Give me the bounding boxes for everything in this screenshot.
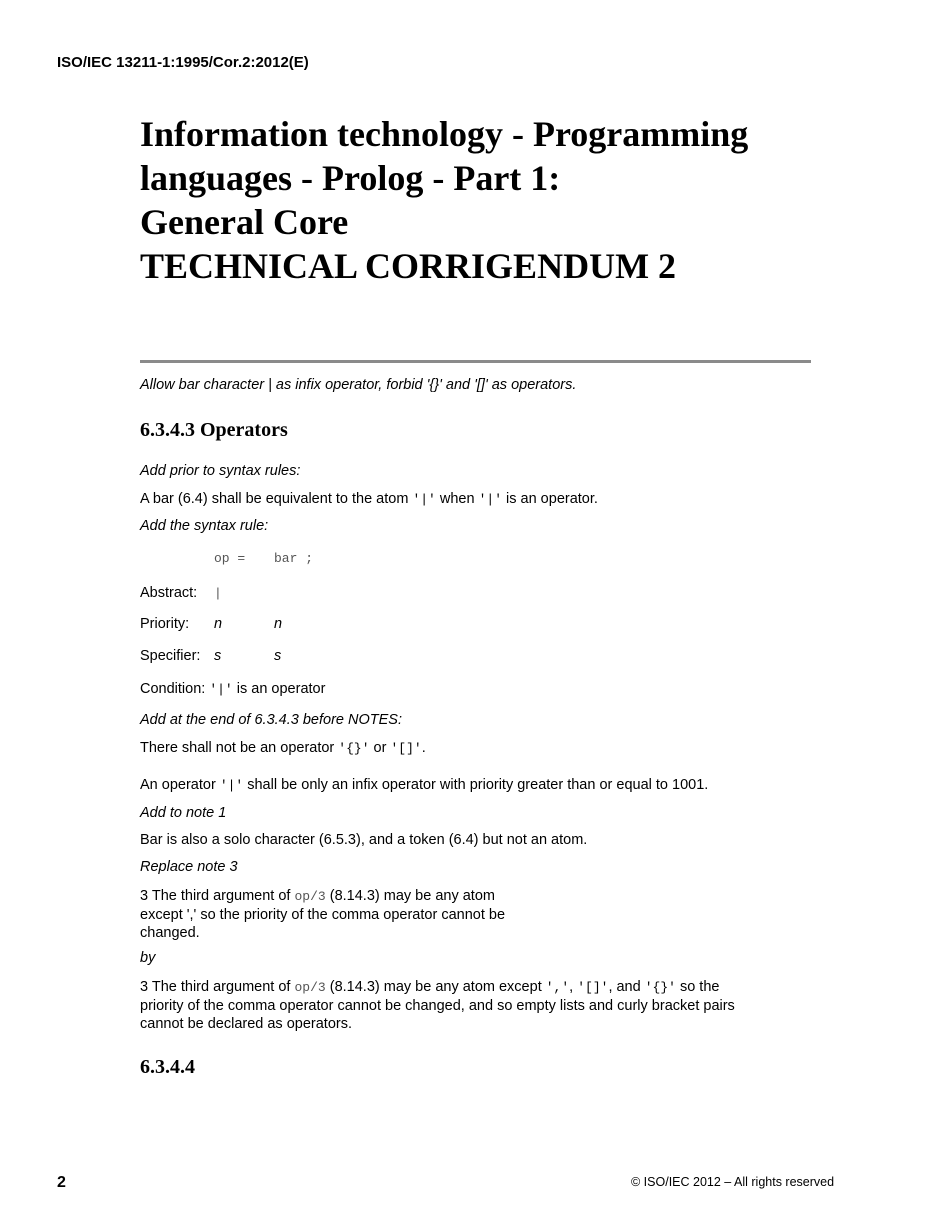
section-heading-operators: 6.3.4.3 Operators: [140, 419, 288, 441]
priority-label: Priority:: [140, 616, 190, 632]
document-id-header: ISO/IEC 13211-1:1995/Cor.2:2012(E): [57, 54, 309, 71]
syntax-rule-lhs: op =: [214, 551, 246, 566]
code-op3: op/3: [294, 889, 326, 904]
atom-empty-list: '[]': [390, 741, 422, 756]
atom-bar: '|': [219, 778, 244, 793]
atom-bar: '|': [478, 492, 502, 507]
copyright-notice: © ISO/IEC 2012 – All rights reserved: [631, 1175, 835, 1189]
document-title: [140, 112, 840, 288]
title-divider: [140, 360, 811, 363]
atom-bar: '|': [209, 682, 233, 697]
infix-operator-sentence: An operator '|' shall be only an infix operator with priority greater than or equal to 1001.: [140, 777, 709, 793]
section-heading-6-3-4-4: 6.3.4.4: [140, 1056, 195, 1078]
atom-bar: '|': [412, 492, 436, 507]
no-operator-sentence: There shall not be an operator '{}' or '[]'.: [140, 740, 426, 756]
title-line: Information technology - Programming: [140, 114, 749, 154]
atom-empty-list: '[]': [577, 980, 609, 995]
intro-text: Allow bar character | as infix operator, forbid '{}' and '[]' as operators.: [140, 377, 577, 393]
instruction-add-note1: Add to note 1: [140, 805, 227, 821]
instruction-by: by: [140, 950, 156, 966]
specifier-value: s: [214, 648, 222, 664]
note1-text: Bar is also a solo character (6.5.3), and a token (6.4) but not an atom.: [140, 832, 588, 848]
priority-value: n: [274, 616, 283, 632]
code-op3: op/3: [294, 980, 326, 995]
abstract-value: |: [214, 586, 222, 601]
syntax-rule-rhs: bar ;: [274, 551, 314, 566]
abstract-label: Abstract:: [140, 585, 198, 601]
instruction-add-end: Add at the end of 6.3.4.3 before NOTES:: [140, 712, 402, 728]
bar-equivalence-sentence: A bar (6.4) shall be equivalent to the atom '|' when '|' is an operator.: [140, 491, 598, 507]
atom-curly: '{}': [644, 980, 676, 995]
atom-comma: ',': [545, 980, 570, 995]
instruction-replace-note3: Replace note 3: [140, 859, 238, 875]
specifier-value: s: [274, 648, 282, 664]
condition-row: Condition: '|' is an operator: [140, 681, 326, 697]
title-line: languages - Prolog - Part 1:: [140, 158, 561, 198]
instruction-add-prior: Add prior to syntax rules:: [140, 463, 301, 479]
title-line: General Core: [140, 202, 349, 242]
atom-curly: '{}': [338, 741, 370, 756]
condition-label: Condition:: [140, 681, 206, 697]
instruction-add-rule: Add the syntax rule:: [140, 518, 269, 534]
title-line: TECHNICAL CORRIGENDUM 2: [140, 246, 677, 286]
priority-value: n: [214, 616, 223, 632]
new-note3: 3 The third argument of op/3 (8.14.3) may be any atom except ',', '[]', and '{}' so the priority of the comma operator cannot be changed, and so empty lists and curly bracket pairs cannot be declared as operators.: [140, 979, 735, 1032]
specifier-label: Specifier:: [140, 648, 201, 664]
page-number: 2: [57, 1174, 66, 1191]
old-note3: 3 The third argument of op/3 (8.14.3) may be any atom except ',' so the priority of the comma operator cannot be changed.: [140, 888, 506, 941]
